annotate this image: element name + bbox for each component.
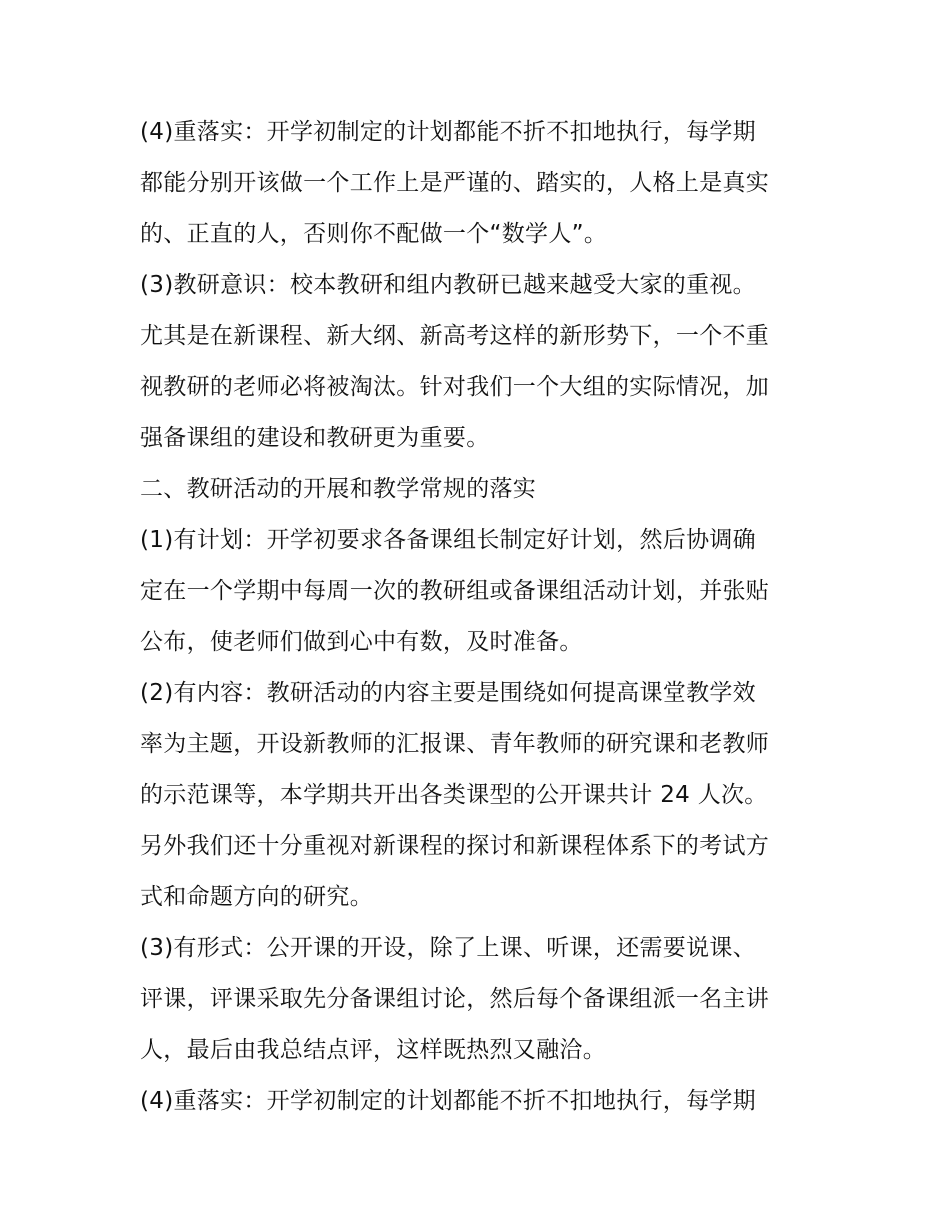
text-line: 评课，评课采取先分备课组讨论，然后每个备课组派一名主讲 — [140, 986, 770, 1012]
text-line: 率为主题，开设新教师的汇报课、青年教师的研究课和老教师 — [140, 731, 770, 757]
text-line: 视教研的老师必将被淘汰。针对我们一个大组的实际情况，加 — [140, 374, 770, 400]
text-line: 人，最后由我总结点评，这样既热烈又融洽。 — [140, 1037, 606, 1063]
text-line: 定在一个学期中每周一次的教研组或备课组活动计划，并张贴 — [140, 578, 770, 604]
text-line: (4)重落实：开学初制定的计划都能不折不扣地执行，每学期 — [140, 1088, 756, 1114]
text-line: 另外我们还十分重视对新课程的探讨和新课程体系下的考试方 — [140, 833, 770, 859]
text-line: (3)有形式：公开课的开设，除了上课、听课，还需要说课、 — [140, 935, 756, 961]
text-line: 的、正直的人，否则你不配做一个“数学人”。 — [140, 221, 608, 247]
text-line: 的示范课等，本学期共开出各类课型的公开课共计 24 人次。 — [140, 782, 768, 808]
text-line: 式和命题方向的研究。 — [140, 884, 373, 910]
document-body — [140, 107, 816, 1127]
text-line: 尤其是在新课程、新大纲、新高考这样的新形势下，一个不重 — [140, 323, 770, 349]
text-line: 强备课组的建设和教研更为重要。 — [140, 425, 490, 451]
text-line: 都能分别开该做一个工作上是严谨的、踏实的，人格上是真实 — [140, 170, 770, 196]
text-line: (4)重落实：开学初制定的计划都能不折不扣地执行，每学期 — [140, 119, 756, 145]
text-line: (2)有内容：教研活动的内容主要是围绕如何提高课堂教学效 — [140, 680, 756, 706]
text-line: (1)有计划：开学初要求各备课组长制定好计划，然后协调确 — [140, 527, 756, 553]
text-line: (3)教研意识：校本教研和组内教研已越来越受大家的重视。 — [140, 272, 756, 298]
section-heading: 二、教研活动的开展和教学常规的落实 — [140, 476, 537, 502]
text-line: 公布，使老师们做到心中有数，及时准备。 — [140, 629, 583, 655]
